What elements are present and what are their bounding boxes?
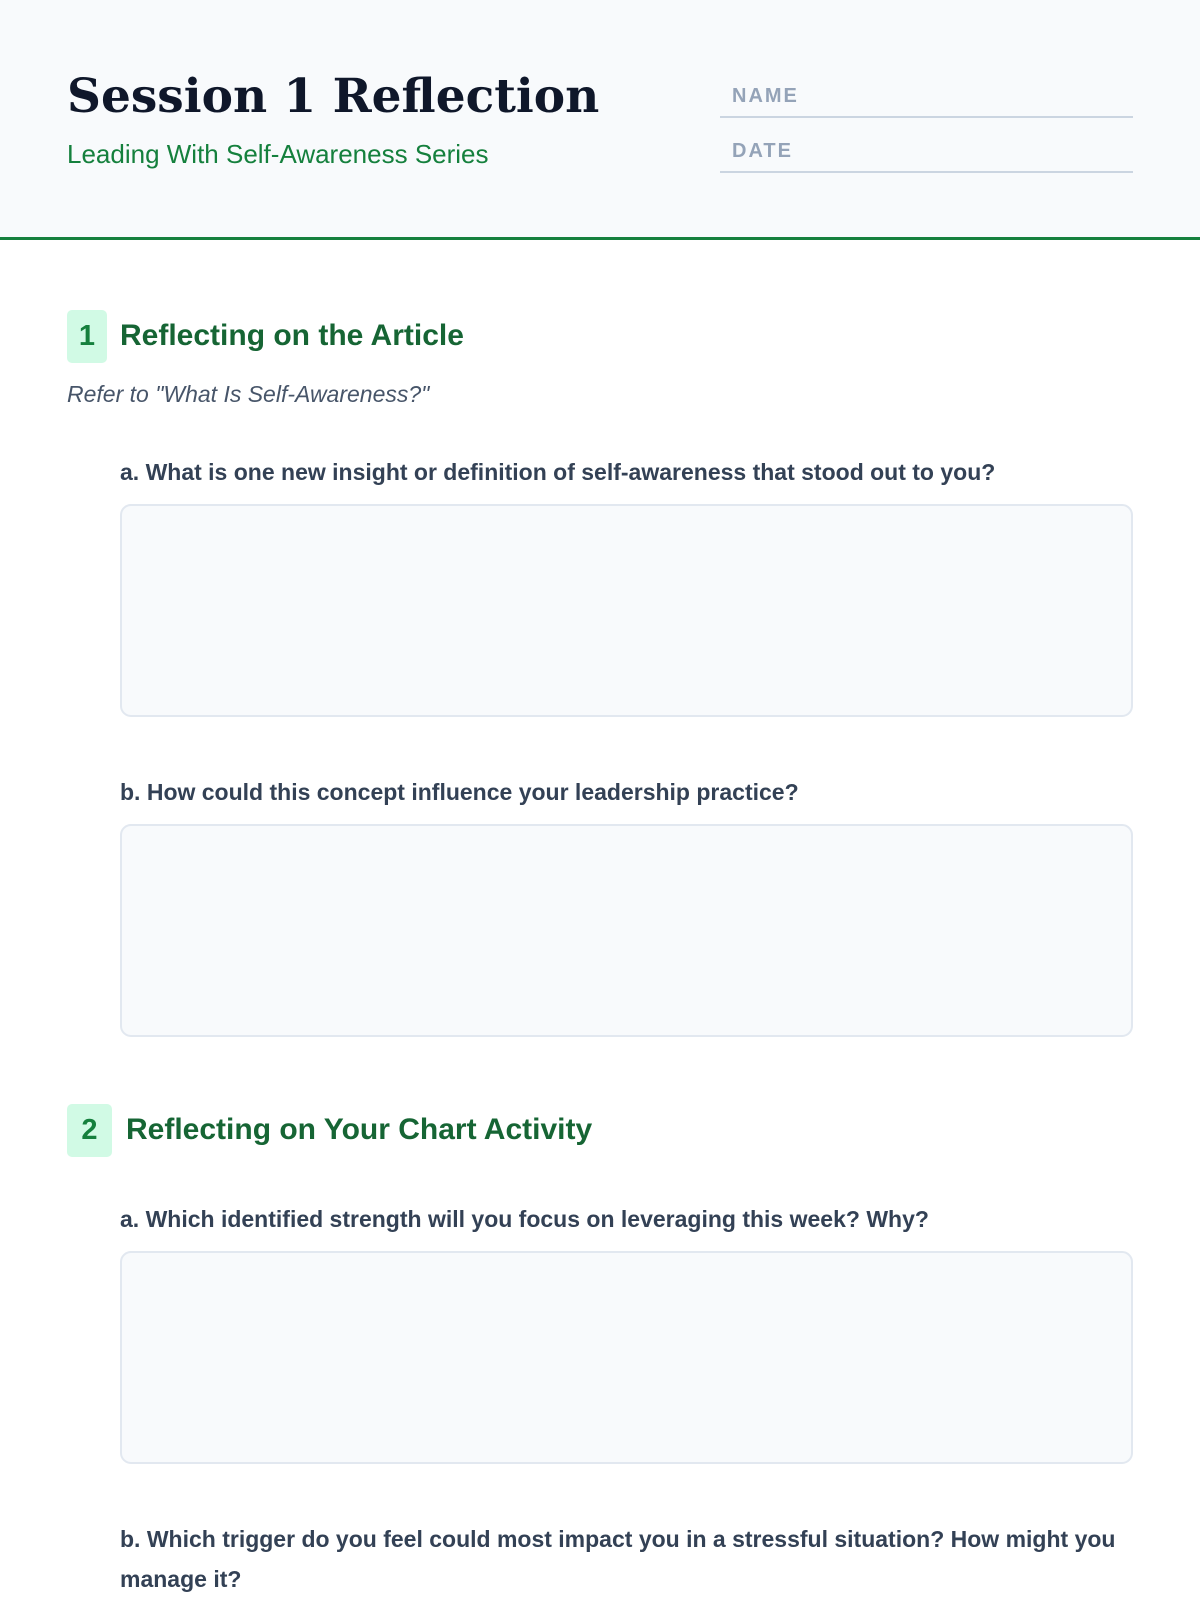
- section-number-badge: 1: [67, 310, 107, 363]
- question-prompt: b. Which trigger do you feel could most impact you in a stressful situation? How might you manage it?: [120, 1526, 1116, 1592]
- page-title: Session 1 Reflection: [67, 69, 600, 124]
- section-title: Reflecting on Your Chart Activity: [126, 1113, 593, 1146]
- name-field-label: NAME: [732, 85, 799, 107]
- section-reference-note: Refer to "What Is Self-Awareness?": [67, 381, 430, 407]
- date-field[interactable]: [720, 137, 1133, 173]
- question-prompt: a. Which identified strength will you focus on leveraging this week? Why?: [120, 1206, 929, 1232]
- answer-field[interactable]: [120, 824, 1133, 1037]
- section-title: Reflecting on the Article: [120, 319, 464, 352]
- section-number-badge: 2: [67, 1104, 112, 1157]
- question-prompt: a. What is one new insight or definition of self-awareness that stood out to you?: [120, 459, 996, 485]
- answer-field[interactable]: [120, 504, 1133, 717]
- question-prompt: b. How could this concept influence your leadership practice?: [120, 779, 799, 805]
- name-field[interactable]: [720, 82, 1133, 118]
- series-subtitle: Leading With Self-Awareness Series: [67, 139, 489, 169]
- answer-field[interactable]: [120, 1251, 1133, 1464]
- worksheet-header: [0, 0, 1200, 240]
- date-field-label: DATE: [732, 140, 793, 162]
